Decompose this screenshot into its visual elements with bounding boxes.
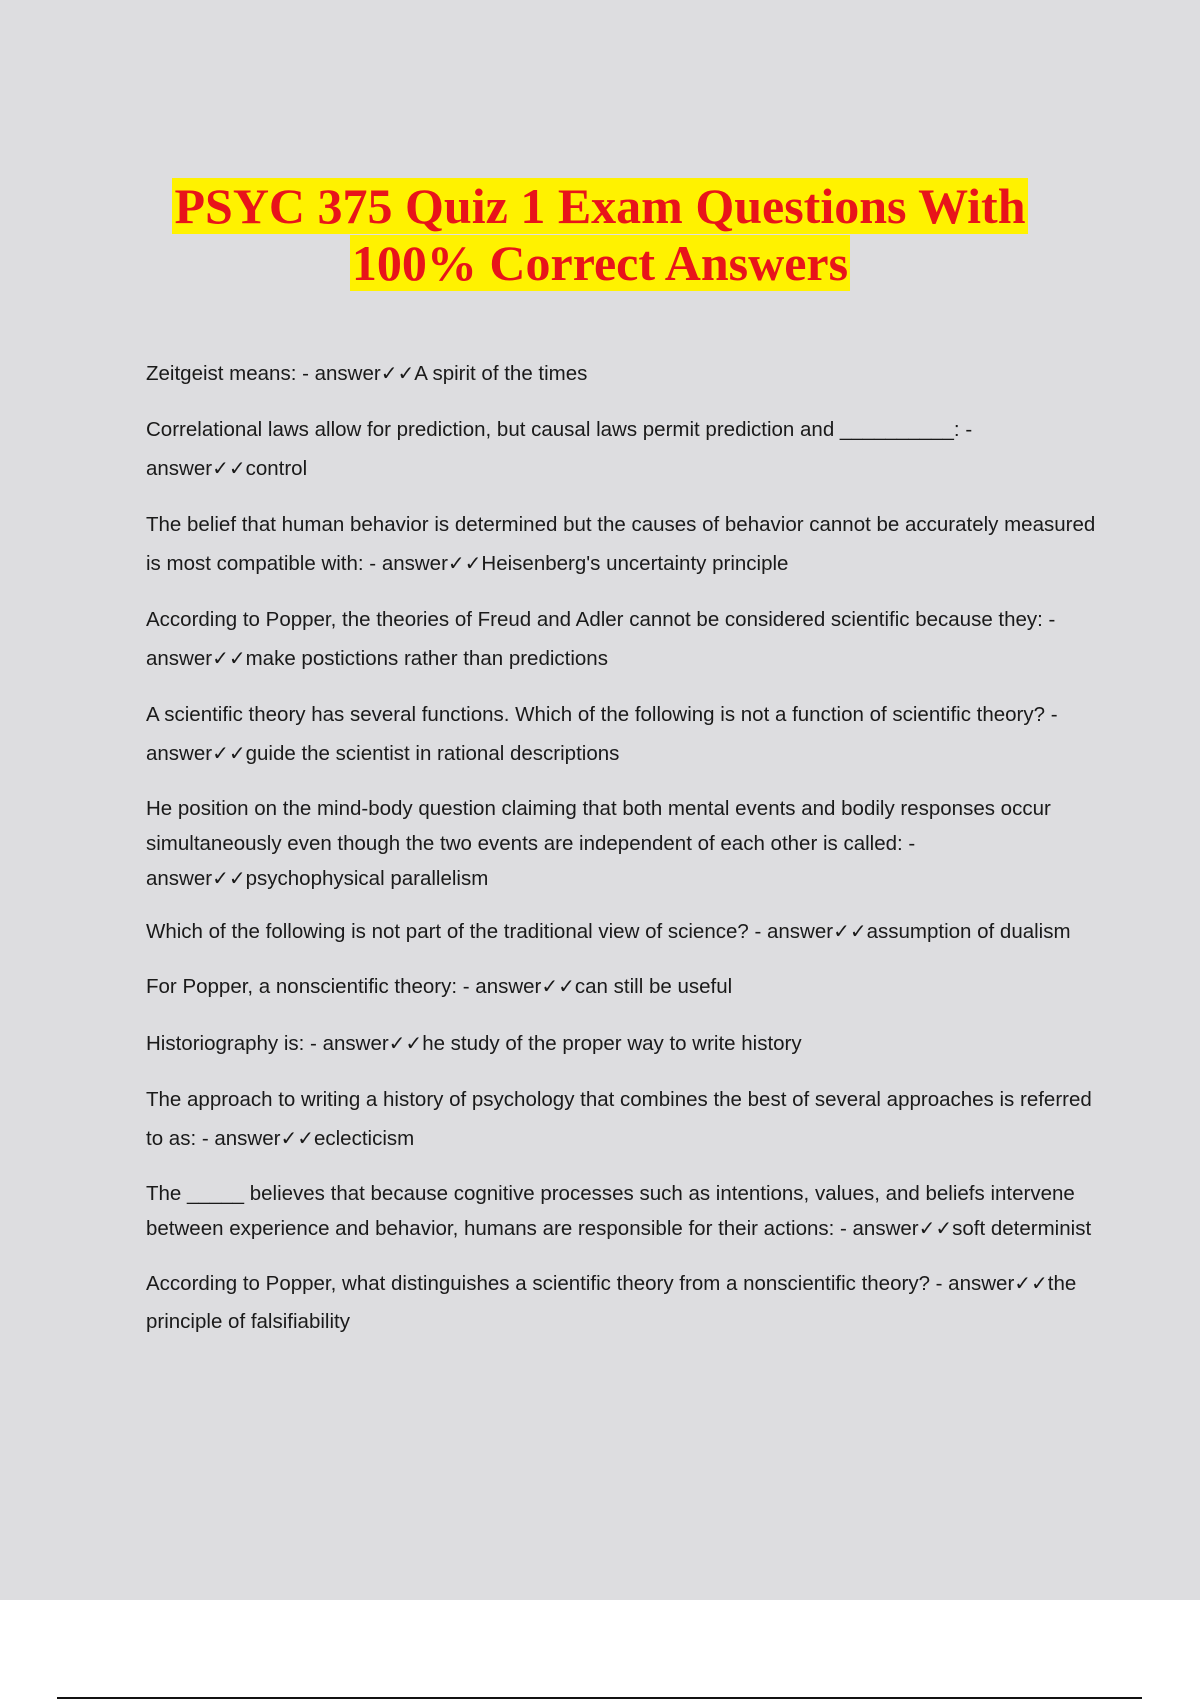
checkmark-icon: ✓✓: [212, 646, 246, 670]
qa-answer: A spirit of the times: [414, 362, 588, 385]
qa-question: The approach to writing a history of psychology that combines the best of several approaches is referred to as: - answer: [146, 1088, 1092, 1150]
qa-question: He position on the mind-body question claiming that both mental events and bodily responses occur simultaneously even though the two events are independent of each other is called: - answer: [146, 797, 1051, 890]
checkmark-icon: ✓✓: [388, 1031, 423, 1055]
document-title: [0, 178, 1200, 292]
footer-divider: [57, 1697, 1142, 1699]
qa-item: [146, 1081, 1096, 1158]
checkmark-icon: ✓✓: [212, 741, 246, 765]
qa-question: For Popper, a nonscientific theory: - answer: [146, 975, 542, 998]
checkmark-icon: ✓✓: [833, 919, 867, 943]
qa-item: [146, 696, 1096, 773]
qa-answer: eclecticism: [313, 1127, 415, 1150]
qa-item: [146, 914, 1096, 949]
qa-answer: control: [245, 457, 308, 480]
title-line-2: 100% Correct Answers: [351, 235, 849, 291]
qa-item: [146, 601, 1096, 678]
qa-item: [146, 354, 1096, 393]
checkmark-icon: ✓✓: [1014, 1271, 1048, 1295]
qa-question: According to Popper, the theories of Freud and Adler cannot be considered scientific because they: - answer: [146, 608, 1056, 670]
qa-item: [146, 1176, 1096, 1246]
qa-answer: can still be useful: [574, 975, 733, 998]
qa-answer: guide the scientist in rational descriptions: [245, 742, 620, 765]
checkmark-icon: ✓✓: [447, 551, 482, 575]
qa-list: [146, 354, 1096, 1359]
title-line-1: PSYC 375 Quiz 1 Exam Questions With: [174, 178, 1026, 234]
checkmark-icon: ✓✓: [541, 974, 575, 998]
qa-question: The belief that human behavior is determined but the causes of behavior cannot be accurately measured is most compatible with: - answer: [146, 513, 1096, 575]
checkmark-icon: ✓✓: [380, 361, 415, 385]
qa-answer: assumption of dualism: [866, 920, 1071, 943]
qa-question: Historiography is: - answer: [146, 1032, 389, 1055]
qa-question: Correlational laws allow for prediction, but causal laws permit prediction and __________: - answer: [146, 418, 973, 480]
qa-answer: soft determinist: [952, 1217, 1092, 1240]
qa-item: [146, 411, 1096, 488]
qa-question: Which of the following is not part of the traditional view of science? - answer: [146, 920, 834, 943]
qa-item: [146, 791, 1096, 896]
qa-question: Zeitgeist means: - answer: [146, 362, 381, 385]
qa-question: A scientific theory has several functions. Which of the following is not a function of scientific theory? - answer: [146, 703, 1058, 765]
checkmark-icon: ✓✓: [280, 1126, 314, 1150]
qa-item: [146, 967, 1096, 1006]
checkmark-icon: ✓✓: [918, 1216, 953, 1240]
qa-question: According to Popper, what distinguishes a scientific theory from a nonscientific theory? - answer: [146, 1272, 1015, 1295]
qa-item: [146, 506, 1096, 583]
qa-item: [146, 1264, 1096, 1341]
checkmark-icon: ✓✓: [212, 866, 246, 890]
qa-answer: make postictions rather than predictions: [245, 647, 608, 670]
qa-answer: he study of the proper way to write history: [422, 1032, 802, 1055]
qa-item: [146, 1024, 1096, 1063]
qa-answer: the principle of falsifiability: [146, 1272, 1077, 1333]
qa-answer: psychophysical parallelism: [245, 867, 489, 890]
qa-question: The _____ believes that because cognitive processes such as intentions, values, and beliefs intervene between experience and behavior, humans are responsible for their actions: - answer: [146, 1182, 1075, 1240]
qa-answer: Heisenberg's uncertainty principle: [481, 552, 789, 575]
checkmark-icon: ✓✓: [212, 456, 246, 480]
